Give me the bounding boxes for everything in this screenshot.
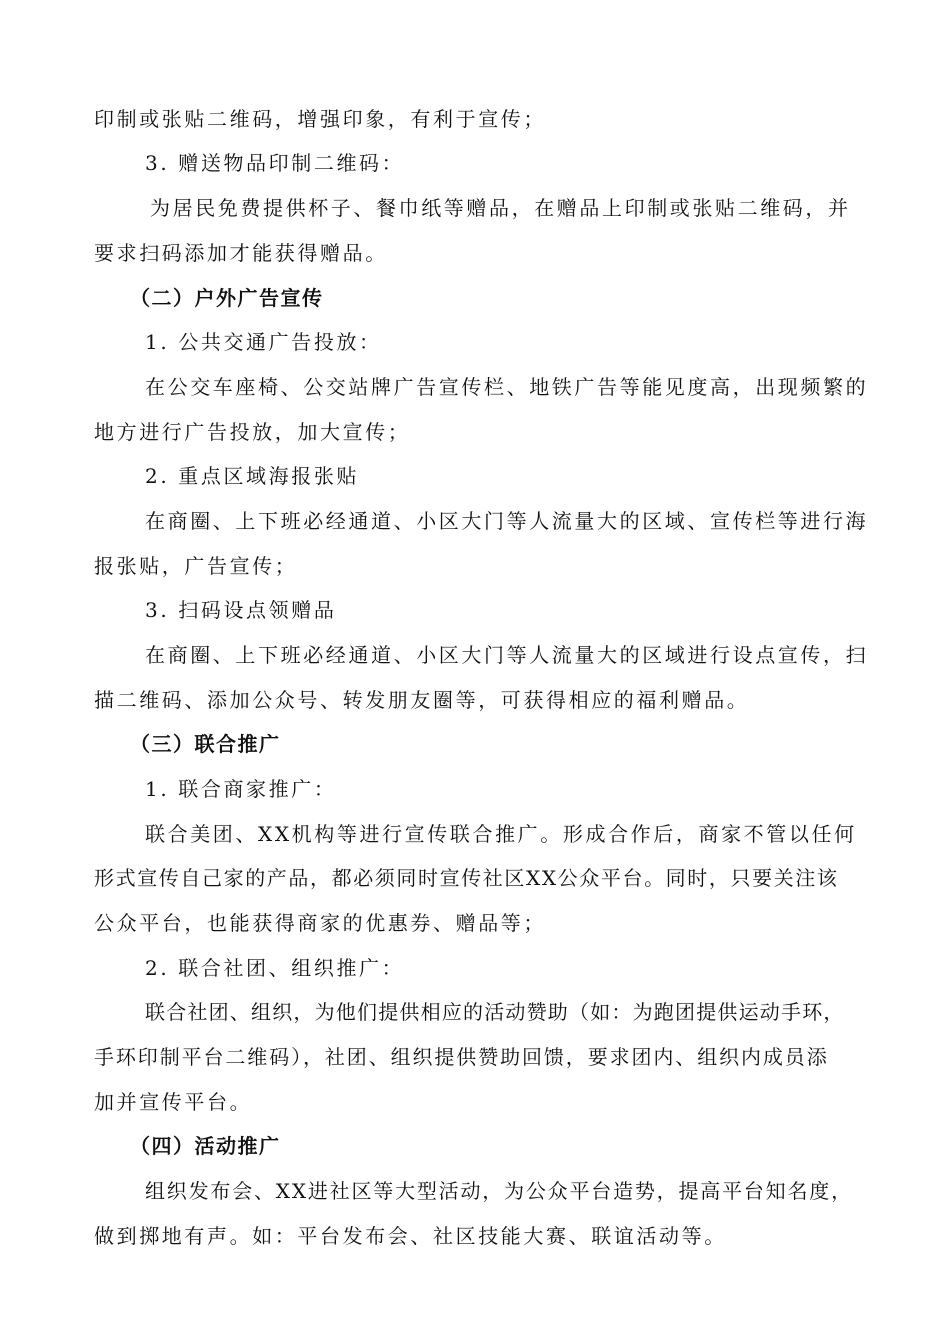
section-heading: （四）活动推广 bbox=[130, 1134, 281, 1158]
paragraph-line: 印制或张贴二维码，增强印象，有利于宣传； bbox=[94, 107, 546, 131]
paragraph-line: 描二维码、添加公众号、转发朋友圈等，可获得相应的福利赠品。 bbox=[94, 688, 750, 712]
list-item-heading: 2. 联合社团、组织推广： bbox=[145, 956, 405, 980]
paragraph-line: 做到掷地有声。如：平台发布会、社区技能大赛、联谊活动等。 bbox=[94, 1224, 727, 1248]
paragraph-line: 在公交车座椅、公交站牌广告宣传栏、地铁广告等能见度高，出现频繁的 bbox=[145, 375, 869, 399]
paragraph-line: 地方进行广告投放，加大宣传； bbox=[94, 420, 411, 444]
list-item-heading: 3. 扫码设点领赠品 bbox=[145, 598, 337, 622]
list-item-heading: 3. 赠送物品印制二维码： bbox=[145, 151, 405, 175]
paragraph-line: 加并宣传平台。 bbox=[94, 1090, 253, 1114]
paragraph-line: 报张贴，广告宣传； bbox=[94, 554, 298, 578]
list-item-heading: 2. 重点区域海报张贴 bbox=[145, 464, 360, 488]
list-item-heading: 1. 公共交通广告投放： bbox=[145, 330, 382, 354]
section-heading: （三）联合推广 bbox=[130, 732, 281, 756]
section-heading: （二）户外广告宣传 bbox=[130, 286, 324, 310]
paragraph-line: 联合社团、组织，为他们提供相应的活动赞助（如：为跑团提供运动手环， bbox=[145, 1000, 845, 1024]
paragraph-line: 联合美团、XX机构等进行宣传联合推广。形成合作后，商家不管以任何 bbox=[145, 822, 857, 846]
paragraph-line: 组织发布会、XX进社区等大型活动，为公众平台造势，提高平台知名度， bbox=[145, 1179, 853, 1203]
paragraph-line: 形式宣传自己家的产品，都必须同时宣传社区XX公众平台。同时，只要关注该 bbox=[94, 866, 839, 890]
paragraph-line: 为居民免费提供杯子、餐巾纸等赠品，在赠品上印制或张贴二维码，并 bbox=[150, 196, 851, 220]
paragraph-line: 公众平台，也能获得商家的优惠券、赠品等； bbox=[94, 911, 546, 935]
list-item-heading: 1. 联合商家推广： bbox=[145, 777, 337, 801]
paragraph-line: 手环印制平台二维码），社团、组织提供赞助回馈，要求团内、组织内成员添 bbox=[94, 1045, 829, 1069]
paragraph-line: 在商圈、上下班必经通道、小区大门等人流量大的区域、宣传栏等进行海 bbox=[145, 509, 869, 533]
paragraph-line: 在商圈、上下班必经通道、小区大门等人流量大的区域进行设点宣传，扫 bbox=[145, 643, 869, 667]
paragraph-line: 要求扫码添加才能获得赠品。 bbox=[94, 241, 388, 265]
